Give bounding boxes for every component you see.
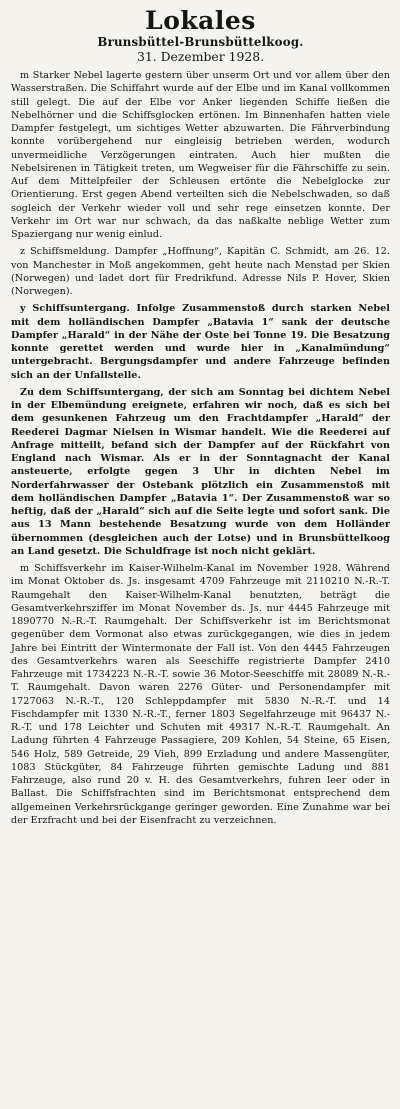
- article-ship-sinking: y Schiffsuntergang. Infolge Zusammenstoß durch starken Nebel mit dem holländischen Dampfer „Batavia 1“ sank der deutsche Dampfer „Harald“ in der Nähe der Oste bei Tonne 19. Die Besatzung konnte gerettet werden und wurde hier in „Kanalmündung“ untergebracht. Bergungsdampfer und andere Fahrzeuge befinden sich an der Unfallstelle.: [11, 303, 390, 381]
- section-title: Lokales: [145, 6, 256, 35]
- article-fog: m Starker Nebel lagerte gestern über unserm Ort und vor allem über den Wasserstraßen. Die Schiffahrt wurde auf der Elbe und im Kanal vollkommen still gelegt. Die auf der Elbe vor Anker liegenden Schiffe ließen die Nebelhörner und die Schiffsglocken ertönen. Im Binnenhafen hatten viele Dampfer festgelegt, um sichtiges Wetter abzuwarten. Die Fährverbindung konnte vorübergehend nur eingleisig betrieben werden, wodurch unvermeidliche Verzögerungen eintraten. Auch hier mußten die Nebelsirenen in Tätigkeit treten, um Wegweiser für die Fährschiffe zu sein. Auf dem Mittelpfeiler der Schleusen ertönte die Nebelglocke zur Orientierung. Erst gegen Abend verteilten sich die Nebelschwaden, so daß sogleich der Verkehr wieder voll und sehr rege einsetzen konnte. Der Verkehr im Ort war nur schwach, da das naßkalte neblige Wetter zum Spaziergang nur wenig einlud.: [11, 70, 390, 240]
- article-canal-traffic: m Schiffsverkehr im Kaiser-Wilhelm-Kanal im November 1928. Während im Monat Oktober ds. Js. insgesamt 4709 Fahrzeuge mit 2110210 N.-R.-T. Raumgehalt den Kaiser-Wilhelm-Kanal benutzten, beträgt die Gesamtverkehrsziffer im Monat November ds. Js. nur 4445 Fahrzeuge mit 1890770 N.-R.-T. Raumgehalt. Der Schiffsverkehr ist im Berichtsmonat gegenüber dem Vormonat also etwas zurückgegangen, wie dies in jedem Jahre bei Eintritt der Wintermonate der Fall ist. Von den 4445 Fahrzeugen des Gesamtverkehrs waren als Seeschiffe registrierte Dampfer 2410 Fahrzeuge mit 1734223 N.-R.-T. sowie 36 Motor-Seeschiffe mit 28089 N.-R.-T. Raumgehalt. Davon waren 2276 Güter- und Personendampfer mit 1727063 N.-R.-T., 120 Schleppdampfer mit 5830 N.-R.-T. und 14 Fischdampfer mit 1330 N.-R.-T., ferner 1803 Segelfahrzeuge mit 96437 N.-R.-T. und 178 Leichter und Schuten mit 49317 N.-R.-T. Raumgehalt. An Ladung führten 4 Fahrzeuge Passagiere, 209 Kohlen, 54 Steine, 65 Eisen, 546 Holz, 589 Getreide, 29 Vieh, 899 Erzladung und andere Massengüter, 1083 Stückgüter, 84 Fahrzeuge führten gemischte Ladung und 881 Fahrzeuge, also rund 20 v. H. des Gesamtverkehrs, fuhren leer oder in Ballast. Die Schiffsfrachten sind im Berichtsmonat entsprechend dem allgemeinen Verkehrsrückgange geringer geworden. Eine Zunahme war bei der Erzfracht und bei der Eisenfracht zu verzeichnen.: [11, 563, 390, 826]
- article-body: [11, 69, 390, 827]
- article-ship-report: z Schiffsmeldung. Dampfer „Hoffnung“, Kapitän C. Schmidt, am 26. 12. von Manchester in Moß angekommen, geht heute nach Menstad per Skien (Norwegen) und ladet dort für Fredrikfund. Adresse Nils P. Hover, Skien (Norwegen).: [11, 246, 390, 297]
- section-subtitle: Brunsbüttel-Brunsbüttelkoog.: [97, 35, 304, 49]
- issue-date: 31. Dezember 1928.: [136, 49, 265, 64]
- section-header: [11, 7, 390, 65]
- article-sinking-followup: Zu dem Schiffsuntergang, der sich am Sonntag bei dichtem Nebel in der Elbemündung ereignete, erfahren wir noch, daß es sich bei dem gesunkenen Fahrzeug um den Frachtdampfer „Harald“ der Reederei Dagmar Nielsen in Wismar handelt. Wie die Reederei auf Anfrage mitteilt, befand sich der Dampfer auf der Rückfahrt von England nach Wismar. Als er in der Sonntagnacht der Kanal ansteuerte, erfolgte gegen 3 Uhr in dichten Nebel im Norderfahrwasser der Ostebank plötzlich ein Zusammenstoß mit dem holländischen Dampfer „Batavia 1“. Der Zusammenstoß war so heftig, daß der „Harald“ sich auf die Seite legte und sofort sank. Die aus 13 Mann bestehende Besatzung wurde von dem Holländer übernommen (desgleichen auch der Lotse) und in Brunsbüttelkoog an Land gesetzt. Die Schuldfrage ist noch nicht geklärt.: [11, 386, 390, 557]
